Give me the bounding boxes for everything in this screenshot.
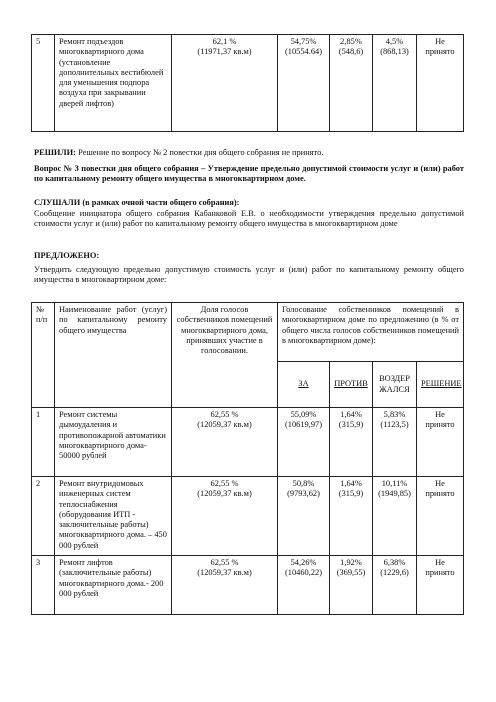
votes-for-cell [278, 35, 330, 132]
heard-text: Сообщение инициатора общего собрания Кабанковой Е.В. о необходимости утверждения предельно допустимой стоимости услуг и (или) работ по капитальному ремонту общего имущества в многоквартирном доме [34, 209, 464, 229]
votes-against: 2,85% [340, 37, 362, 46]
votes-abstain: 6,38% [383, 558, 406, 567]
row-number: 3 [32, 556, 55, 615]
votes-for-cell [278, 477, 330, 556]
participation-area: (12059,37 кв.м) [197, 489, 252, 499]
votes-against-cell [330, 35, 373, 132]
votes-abstain-area: (1229,6) [380, 568, 409, 578]
votes-abstain: 4,5% [385, 37, 404, 46]
table-row [32, 35, 464, 132]
votes-for-area: (10460,22) [285, 568, 322, 578]
decision: Не принято [417, 477, 464, 556]
repair-cost-table [31, 302, 464, 615]
votes-against-cell [330, 477, 373, 556]
heard-paragraph [34, 198, 464, 208]
header-za: ЗА [278, 362, 330, 408]
votes-against: 1,64% [340, 410, 362, 419]
votes-abstain: 5,83% [383, 410, 406, 419]
participation-share: 62,55 % [210, 558, 239, 567]
votes-abstain-cell [373, 408, 417, 477]
votes-for-cell [278, 408, 330, 477]
participation-area: (12059,37 кв.м) [197, 420, 252, 430]
participation-area: (12059,37 кв.м) [197, 568, 252, 578]
table-row [32, 477, 464, 556]
votes-against-cell [330, 556, 373, 615]
header-name: Наименование работ (услуг) по капитальному ремонту общего имущества [55, 303, 172, 408]
votes-abstain: 10,11% [381, 479, 408, 488]
header-protiv: ПРОТИВ [330, 362, 373, 408]
resolved-paragraph [34, 148, 464, 158]
votes-abstain-area: (1123,5) [380, 420, 409, 430]
table-row [32, 408, 464, 477]
participation-share: 62,55 % [210, 410, 239, 419]
votes-abstain-cell [373, 35, 417, 132]
decision: Не принято [417, 408, 464, 477]
votes-against: 1,92% [340, 558, 362, 567]
proposed-text: Утвердить следующую предельно допустимую стоимость услуг и (или) работ по капитальному ремонту общего имущества в многоквартирном доме: [34, 265, 464, 285]
participation-share: 62,1 % [212, 37, 237, 46]
decision: Не принято [417, 556, 464, 615]
resolved-text: Решение по вопросу № 2 повестки дня общего собрания не принято. [78, 148, 324, 157]
votes-abstain-cell [373, 556, 417, 615]
participation-share-cell [172, 477, 278, 556]
participation-share-cell [172, 408, 278, 477]
votes-for: 54,26% [290, 558, 317, 567]
header-vozd: ВОЗДЕРЖАЛСЯ [373, 362, 417, 408]
work-name: Ремонт подъездов многоквартирного дома (установление дополнительных вестибюлей для уменьшения подпора воздуха при закрывании дверей лифтов) [55, 35, 172, 132]
previous-question-table [31, 34, 464, 132]
votes-against-cell [330, 408, 373, 477]
table-row [32, 556, 464, 615]
votes-abstain-area: (1949,85) [378, 489, 411, 499]
votes-for: 55,09% [290, 410, 317, 419]
question-heading: Вопрос № 3 повестки дня общего собрания – Утверждение предельно допустимой стоимости услуг и (или) работ по капитальному ремонту общего имущества в многоквартирном доме. [34, 164, 464, 184]
votes-for-area: (10619,97) [285, 420, 322, 430]
row-number: 5 [32, 35, 55, 132]
resolved-label: РЕШИЛИ: [34, 148, 76, 157]
participation-share: 62,55 % [210, 479, 239, 488]
row-number: 2 [32, 477, 55, 556]
votes-against: 1,64% [340, 479, 362, 488]
header-num: № п/п [32, 303, 55, 408]
participation-share-cell [172, 556, 278, 615]
participation-area: (11971,37 кв.м) [197, 47, 252, 57]
votes-for-area: (9793,62) [287, 489, 320, 499]
votes-against-area: (369,55) [336, 568, 366, 578]
votes-for: 50,8% [292, 479, 315, 488]
votes-abstain-cell [373, 477, 417, 556]
work-name: Ремонт лифтов (заключительные работы) многоквартирного дома.- 200 000 рублей [55, 556, 172, 615]
votes-for-cell [278, 556, 330, 615]
participation-share-cell [172, 35, 278, 132]
votes-for: 54,75% [290, 37, 317, 46]
heard-label: СЛУШАЛИ (в рамках очной части общего собрания): [34, 198, 240, 207]
votes-against-area: (315,9) [338, 420, 364, 430]
header-share: Доля голосов собственников помещений многоквартирного дома, принявших участие в голосовании. [172, 303, 278, 408]
votes-abstain-area: (868,13) [380, 47, 409, 57]
row-number: 1 [32, 408, 55, 477]
decision: Не принято [417, 35, 464, 132]
table-header-row [32, 303, 464, 362]
header-decision: РЕШЕНИЕ [417, 362, 464, 408]
work-name: Ремонт внутридомовых инженерных систем теплоснабжения (оборудования ИТП - заключительные работы) многоквартирного дома. – 450 000 рублей [55, 477, 172, 556]
votes-against-area: (315,9) [338, 489, 364, 499]
header-voting: Голосование собственников помещений в многоквартирном доме по предложению (в % от общего числа голосов собственников помещений в многоквартирном доме): [278, 303, 464, 362]
proposed-label: ПРЕДЛОЖЕНО: [34, 251, 100, 260]
work-name: Ремонт системы дымоудаления и противопожарной автоматики многоквартирного дома- 50000 рублей [55, 408, 172, 477]
votes-against-area: (548,6) [338, 47, 364, 57]
votes-for-area: (10554.64) [285, 47, 322, 57]
